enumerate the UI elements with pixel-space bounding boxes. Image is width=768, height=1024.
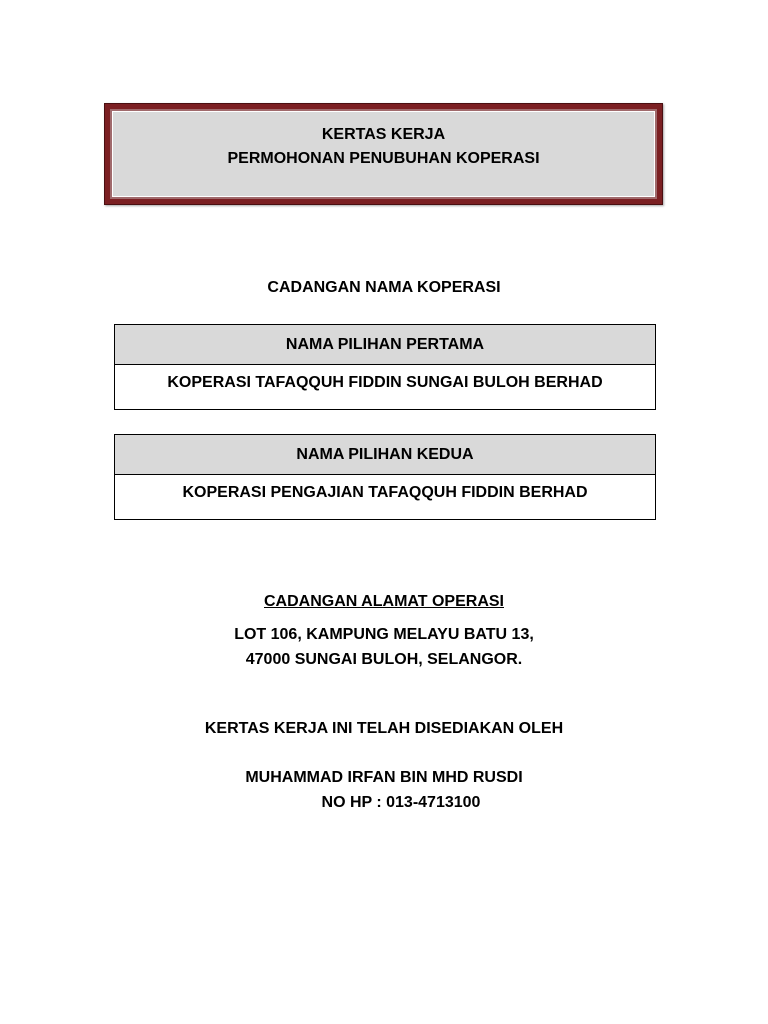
first-choice-label: NAMA PILIHAN PERTAMA [115,325,655,365]
proposed-name-heading: CADANGAN NAMA KOPERASI [267,279,501,296]
title-frame [104,103,663,205]
first-choice-value: KOPERASI TAFAQQUH FIDDIN SUNGAI BULOH BERHAD [167,374,603,391]
address-line-1: LOT 106, KAMPUNG MELAYU BATU 13, [234,626,534,643]
preparer-phone: NO HP : 013-4713100 [321,794,481,811]
document-subtitle: PERMOHONAN PENUBUHAN KOPERASI [227,150,540,167]
address-heading-text: CADANGAN ALAMAT OPERASI [264,593,504,610]
title-panel [110,109,657,199]
address-heading [0,592,768,612]
second-choice-value: KOPERASI PENGAJIAN TAFAQQUH FIDDIN BERHAD [182,484,588,501]
prepared-by-heading: KERTAS KERJA INI TELAH DISEDIAKAN OLEH [204,720,564,737]
document-title: KERTAS KERJA [321,126,446,143]
first-choice-box [114,324,656,410]
preparer-name: MUHAMMAD IRFAN BIN MHD RUSDI [245,769,523,786]
second-choice-label: NAMA PILIHAN KEDUA [115,435,655,475]
address-line-2: 47000 SUNGAI BULOH, SELANGOR. [245,651,523,668]
second-choice-box [114,434,656,520]
